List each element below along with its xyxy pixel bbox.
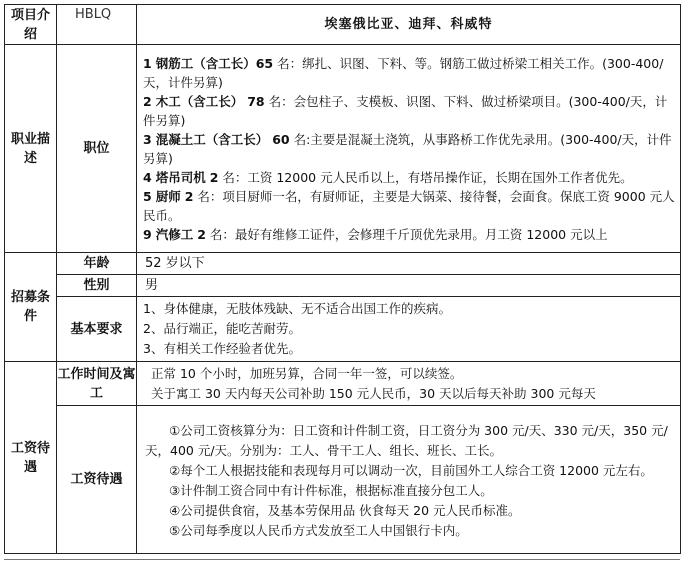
work-time-text xyxy=(137,362,681,406)
age-label: 年龄 xyxy=(57,253,137,275)
requirement-item: 2、品行端正，能吃苦耐劳。 xyxy=(143,321,301,336)
position-item: 5 厨师 2 名：项目厨师一名，有厨师证，主要是大锅菜、接待餐，会面食。保底工资 9000 元人民币。 xyxy=(143,188,675,223)
age-row xyxy=(5,253,681,275)
pay-label: 工资待遇 xyxy=(57,406,137,554)
gender-label: 性别 xyxy=(57,275,137,297)
project-code: HBLQ xyxy=(57,5,137,45)
salary-section-label: 工资待遇 xyxy=(5,362,57,554)
position-label: 职位 xyxy=(57,45,137,253)
basic-requirements-list xyxy=(137,297,681,362)
cropped-next-row xyxy=(4,556,680,562)
job-section-label: 职业描述 xyxy=(5,45,57,253)
pay-details xyxy=(137,406,681,554)
pay-item: ③计件制工资合同中有计件标准，根据标准直接分包工人。 xyxy=(169,482,493,498)
position-item: 2 木工（含工长） 78 名：会包柱子、支模板、识图、下料、做过桥梁项目。(300-400/天，计件另算) xyxy=(143,93,668,128)
job-row xyxy=(5,45,681,253)
work-time-line: 关于寓工 30 天内每天公司补助 150 元人民币，30 天以后每天补助 300 元每天 xyxy=(151,385,596,401)
basic-row xyxy=(5,297,681,362)
position-item: 4 塔吊司机 2 名：工资 12000 元人民币以上，有塔吊操作证，长期在国外工作者优先。 xyxy=(143,169,633,185)
work-time-row xyxy=(5,362,681,406)
position-item: 9 汽修工 2 名：最好有维修工证件，会修理千斤顶优先录用。月工资 12000 元以上 xyxy=(143,226,608,242)
position-item: 3 混凝土工（含工长） 60 名:主要是混凝土浇筑，从事路桥工作优先录用。(300-400/天，计件另算) xyxy=(143,131,672,166)
pay-row xyxy=(5,406,681,554)
gender-value: 男 xyxy=(137,275,681,297)
basic-requirements-label: 基本要求 xyxy=(57,297,137,362)
recruit-section-label: 招募条件 xyxy=(5,253,57,362)
work-time-line: 正常 10 个小时，加班另算，合同一年一签，可以续签。 xyxy=(151,365,463,381)
requirement-item: 3、有相关工作经验者优先。 xyxy=(143,341,301,356)
pay-item: ②每个工人根据技能和表现每月可以调动一次，目前国外工人综合工资 12000 元左右。 xyxy=(169,462,653,478)
gender-row xyxy=(5,275,681,297)
header-row xyxy=(5,5,681,45)
intro-label: 项目介绍 xyxy=(5,5,57,45)
work-time-label: 工作时间及寓工 xyxy=(57,362,137,406)
position-item: 1 钢筋工（含工长）65 名：绑扎、识图、下料、等。钢筋工做过桥梁工相关工作。(300-400/天，计件另算) xyxy=(143,55,664,90)
age-value: 52 岁以下 xyxy=(137,253,681,275)
pay-item: ①公司工资核算分为：日工资和计件制工资，日工资分为 300 元/天、330 元/天，350 元/天，400 元/天。分别为：工人、骨干工人、组长、班长、工长。 xyxy=(145,422,668,458)
position-list xyxy=(137,45,681,253)
job-posting-table xyxy=(4,4,681,554)
page-title: 埃塞俄比亚、迪拜、科威特 xyxy=(137,5,681,45)
pay-item: ④公司提供食宿，及基本劳保用品 伙食每天 20 元人民币标准。 xyxy=(169,502,521,518)
requirement-item: 1、身体健康，无肢体残缺、无不适合出国工作的疾病。 xyxy=(143,301,451,316)
pay-item: ⑤公司每季度以人民币方式发放至工人中国银行卡内。 xyxy=(169,522,468,538)
